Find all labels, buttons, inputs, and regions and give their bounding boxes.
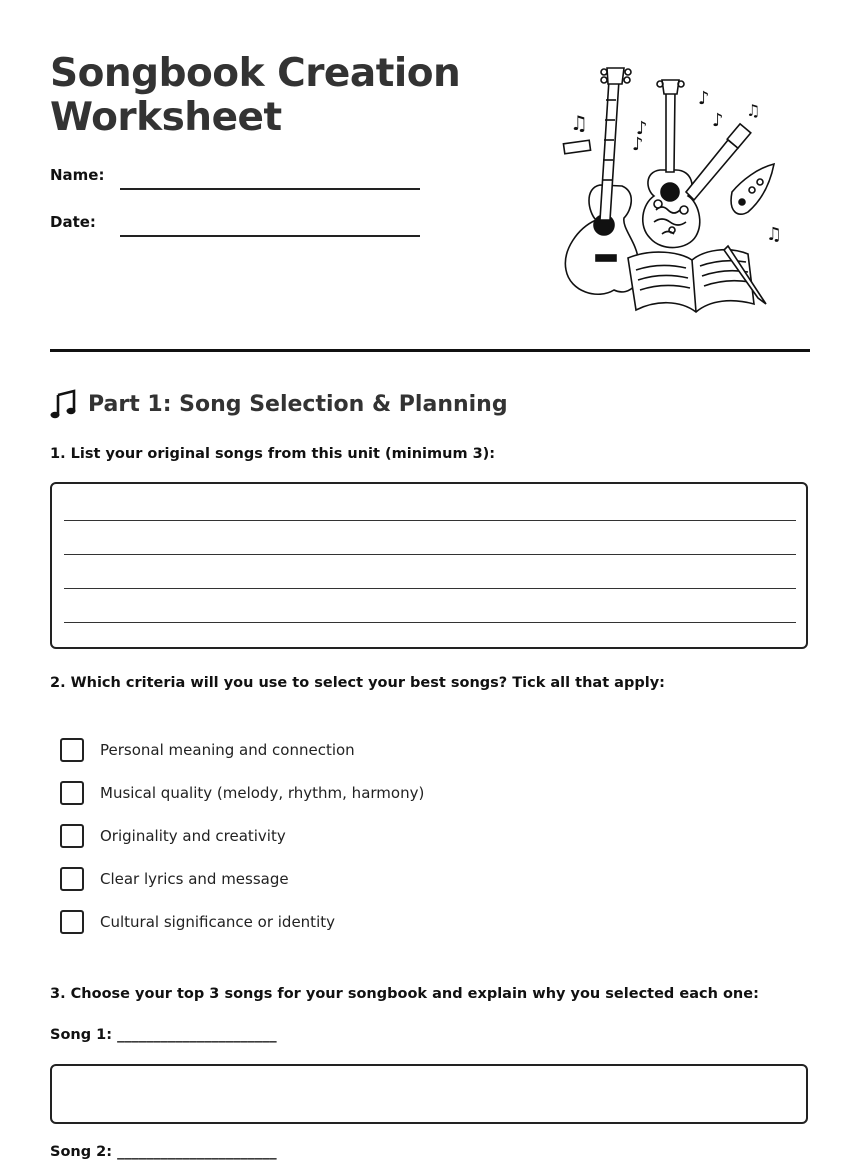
ocarina-icon <box>731 164 774 214</box>
date-line[interactable] <box>120 235 420 237</box>
svg-text:♪: ♪ <box>632 134 644 155</box>
criteria-label: Cultural significance or identity <box>100 913 335 931</box>
svg-text:♪: ♪ <box>698 88 710 109</box>
song-1-reason-box[interactable] <box>50 1064 808 1124</box>
song-1-label: Song 1: ______________________ <box>50 1027 277 1043</box>
criteria-item[interactable] <box>60 823 286 849</box>
name-label: Name: <box>50 166 105 184</box>
ukulele-icon <box>643 80 700 248</box>
checkbox[interactable] <box>60 824 84 848</box>
criteria-label: Clear lyrics and message <box>100 870 289 888</box>
writing-line <box>64 622 796 623</box>
svg-text:♪: ♪ <box>712 110 724 131</box>
date-field[interactable] <box>50 207 430 237</box>
criteria-label: Personal meaning and connection <box>100 741 355 759</box>
svg-text:♪: ♪ <box>636 118 648 139</box>
ukuleles-notebook-music-notes-illustration <box>552 60 792 325</box>
writing-line <box>64 520 796 521</box>
question-3: 3. Choose your top 3 songs for your songbook and explain why you selected each one: <box>50 986 759 1002</box>
checkbox[interactable] <box>60 738 84 762</box>
songs-list-box[interactable] <box>50 482 808 649</box>
criteria-item[interactable] <box>60 737 355 763</box>
question-1: 1. List your original songs from this unit (minimum 3): <box>50 446 496 462</box>
criteria-label: Musical quality (melody, rhythm, harmony) <box>100 784 425 802</box>
criteria-item[interactable] <box>60 866 289 892</box>
song-2-label: Song 2: ______________________ <box>50 1144 277 1160</box>
criteria-item[interactable] <box>60 780 424 806</box>
harmonica-icon <box>563 140 590 154</box>
music-note-icon <box>50 389 78 419</box>
name-field[interactable] <box>50 160 430 190</box>
writing-line <box>64 588 796 589</box>
svg-text:♫: ♫ <box>570 111 588 135</box>
section-divider <box>50 349 810 352</box>
question-2: 2. Which criteria will you use to select your best songs? Tick all that apply: <box>50 675 665 691</box>
notebook-icon <box>628 246 766 312</box>
date-label: Date: <box>50 213 96 231</box>
writing-line <box>64 554 796 555</box>
criteria-label: Originality and creativity <box>100 827 286 845</box>
part1-title: Part 1: Song Selection & Planning <box>88 391 508 417</box>
part1-heading <box>50 386 508 422</box>
criteria-item[interactable] <box>60 909 335 935</box>
svg-text:♫: ♫ <box>746 101 761 120</box>
checkbox[interactable] <box>60 781 84 805</box>
name-line[interactable] <box>120 188 420 190</box>
svg-text:♫: ♫ <box>766 224 783 245</box>
checkbox[interactable] <box>60 867 84 891</box>
checkbox[interactable] <box>60 910 84 934</box>
worksheet-title: Songbook Creation Worksheet <box>50 51 461 140</box>
